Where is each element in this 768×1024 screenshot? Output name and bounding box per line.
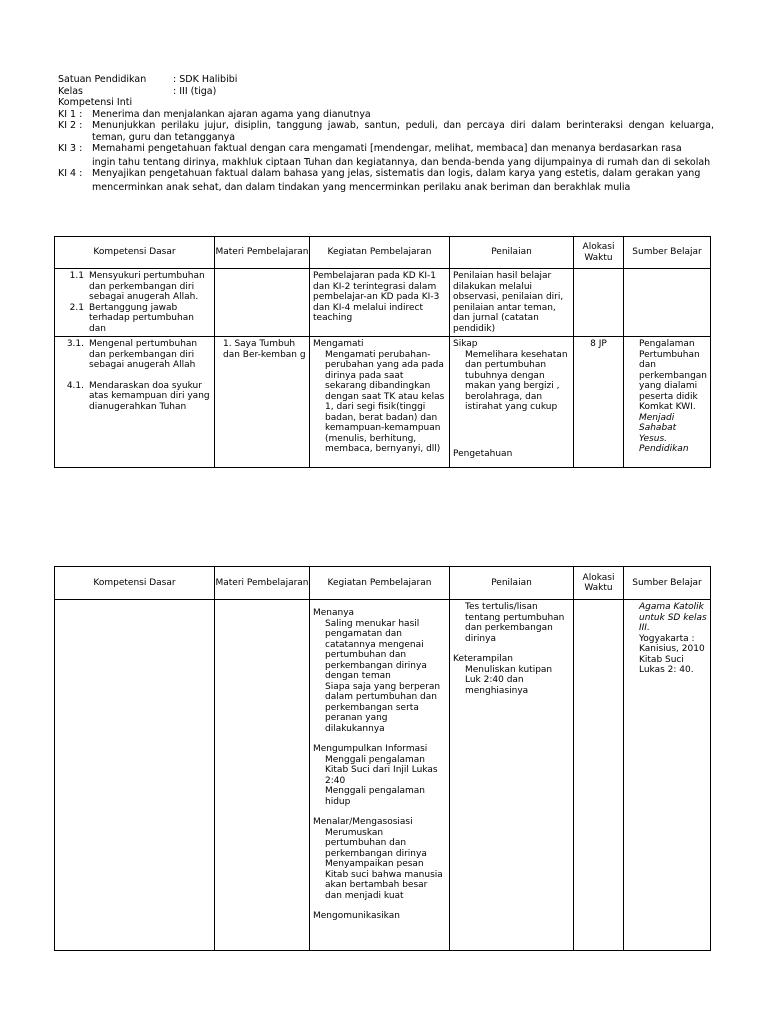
ki4-text-2: mencerminkan anak sehat, dan dalam tindakan yang mencerminkan perilaku anak beriman dan berakhlak mulia [92, 181, 631, 193]
kd-text: Bertanggung jawab terhadap pertumbuhan dan [89, 302, 194, 333]
kegiatan-cell [310, 269, 450, 337]
materi-cell [215, 600, 310, 951]
kegiatan-item [313, 786, 446, 807]
kegiatan-heading: Mengamati [313, 339, 364, 349]
kd-number: 3.1. [66, 339, 84, 349]
kegiatan-item [313, 859, 446, 901]
kd-3-1 [58, 339, 211, 371]
kd-text: Mengenal pertumbuhan dan perkembangan diri sebagai anugerah Allah [89, 339, 198, 370]
penilaian-cell [450, 337, 574, 468]
materi-cell [215, 337, 310, 468]
table-header-row [55, 237, 711, 269]
ki4-row [58, 168, 714, 180]
alokasi-cell [574, 600, 624, 951]
ki3-row [58, 143, 714, 155]
kegiatan-heading: Menanya [313, 608, 355, 618]
alokasi-text: 8 JP [590, 339, 607, 349]
penilaian-heading: Keterampilan [453, 654, 513, 664]
kd-2-1 [58, 303, 211, 334]
ki3-text-2: ingin tahu tentang dirinya, makhluk ciptaan Tuhan dan kegiatannya, dan benda-benda yang dijumpainya di rumah dan di sekolah [92, 156, 711, 168]
penilaian-item [453, 665, 570, 697]
penilaian-cell [450, 600, 574, 951]
bullet-icon [313, 682, 325, 735]
kegiatan-cell [310, 337, 450, 468]
ki1-row [58, 109, 714, 121]
ki2-label: KI 2 : [58, 120, 83, 131]
kd-1-1 [58, 271, 211, 303]
sumber-item [627, 655, 707, 676]
penilaian-item-text: Menuliskan kutipan Luk 2:40 dan menghiasinya [465, 664, 553, 696]
sumber-cell [624, 269, 711, 337]
table-row [55, 600, 711, 951]
col-penilaian: Penilaian [450, 567, 574, 600]
penilaian-heading: Sikap [453, 339, 478, 349]
alokasi-cell [574, 337, 624, 468]
bullet-icon [313, 859, 325, 901]
bullet-icon [453, 602, 465, 644]
kegiatan-cell [310, 600, 450, 951]
kegiatan-item [313, 682, 446, 735]
kd-cell [55, 600, 215, 951]
kd-text: Mendaraskan doa syukur atas kemampuan diri yang dianugerahkan Tuhan [89, 380, 210, 412]
table-row [55, 337, 711, 468]
sumber-publisher: Yogyakarta : Kanisius, 2010 [639, 633, 705, 654]
ki4-label: KI 4 : [58, 168, 83, 179]
sumber-item-text: Pengalaman Pertumbuhan dan perkembangan yang dialami peserta didik [639, 339, 708, 402]
kegiatan-item-text: Saling menukar hasil pengamatan dan catatannya mengenai pertumbuhan dan perkembangan dirinya dengan teman [325, 618, 427, 681]
penilaian-item [453, 602, 570, 644]
col-materi: Materi Pembelajaran [215, 567, 310, 600]
table-row [55, 269, 711, 337]
sumber-cell [624, 337, 711, 468]
ki1-text: Menerima dan menjalankan ajaran agama yang dianutnya [92, 108, 371, 120]
ki4-text-1: Menyajikan pengetahuan faktual dalam bahasa yang jelas, sistematis dan logis, dalam karya yang estetis, dalam gerakan yang [92, 168, 701, 179]
kegiatan-item [313, 350, 446, 455]
col-alokasi: Alokasi Waktu [574, 567, 624, 600]
rpp-table-1 [54, 236, 711, 468]
kd-cell [55, 269, 215, 337]
col-sumber: Sumber Belajar [624, 237, 711, 269]
kegiatan-item-text: Mengamati perubahan-perubahan yang ada pada dirinya pada saat sekarang dibandingkan dengan saat TK atau kelas 1, dari segi fisik(tinggi badan, berat badan) dan kemampuan-kemampuan (menulis, berhitung, membaca, bernyanyi, dll) [325, 349, 445, 454]
kegiatan-item-text: Siapa saja yang berperan dalam pertumbuhan dan perkembangan serta peranan yang dilakukannya [325, 681, 441, 734]
ki3-label: KI 3 : [58, 143, 83, 154]
kd-number: 1.1 [69, 271, 84, 281]
kegiatan-heading: Mengumpulkan Informasi [313, 744, 428, 754]
kelas-row [58, 86, 714, 98]
alokasi-cell [574, 269, 624, 337]
kelas-label: Kelas [58, 85, 84, 97]
materi-cell [215, 269, 310, 337]
penilaian-item [453, 350, 570, 413]
bullet-icon [313, 350, 325, 455]
col-kegiatan: Kegiatan Pembelajaran [310, 567, 450, 600]
col-kegiatan: Kegiatan Pembelajaran [310, 237, 450, 269]
bullet-icon [453, 350, 465, 413]
penilaian-item-text: Memelihara kesehatan dan pertumbuhan tubuhnya dengan makan yang bergizi , berolahraga, dan istirahat yang cukup [465, 349, 568, 412]
ki2-text: Menunjukkan perilaku jujur, disiplin, tanggung jawab, santun, peduli, dan percaya diri dalam berinteraksi dengan keluarga, teman, guru dan tetangganya [92, 120, 714, 143]
kegiatan-item [313, 828, 446, 860]
ki-title: Kompetensi Inti [58, 97, 133, 108]
satuan-label: Satuan Pendidikan [58, 74, 147, 85]
col-materi: Materi Pembelajaran [215, 237, 310, 269]
bullet-icon [627, 655, 639, 676]
document-header [58, 74, 714, 193]
bullet-icon [313, 828, 325, 860]
kegiatan-heading: Mengomunikasikan [313, 911, 400, 921]
satuan-row [58, 74, 714, 86]
kegiatan-item-text: Menyampaikan pesan Kitab suci bahwa manusia akan bertambah besar dan menjadi kuat [325, 859, 443, 901]
penilaian-item-text: Tes tertulis/lisan tentang pertumbuhan dan perkembangan dirinya [465, 602, 565, 644]
penilaian-text: Penilaian hasil belajar dilakukan melalui observasi, penilaian diri, penilaian antar teman, dan jurnal (catatan pendidik) [453, 271, 564, 334]
bullet-icon [453, 665, 465, 697]
kegiatan-item-text: Menggali pengalaman Kitab Suci dari Injil Lukas 2:40 [325, 754, 438, 786]
penilaian-heading: Pengetahuan [453, 449, 513, 459]
sumber-item-title: Menjadi Sahabat Yesus. [639, 412, 677, 444]
sumber-title: Agama Katolik untuk SD kelas III. [639, 602, 707, 633]
kd-4-1 [58, 381, 211, 413]
ki3-text-1: Memahami pengetahuan faktual dengan cara mengamati [mendengar, melihat, membaca] dan menanya berdasarkan rasa [92, 143, 682, 154]
bullet-icon [313, 786, 325, 807]
col-sumber: Sumber Belajar [624, 567, 711, 600]
kegiatan-item-text: Merumuskan pertumbuhan dan perkembangan dirinya [325, 827, 427, 859]
kegiatan-item-text: Menggali pengalaman hidup [325, 786, 425, 807]
kd-number: 4.1. [66, 380, 84, 391]
sumber-item [627, 339, 707, 402]
sumber-cell [624, 600, 711, 951]
kd-text: Mensyukuri pertumbuhan dan perkembangan diri sebagai anugerah Allah. [89, 271, 205, 302]
col-kompetensi-dasar: Kompetensi Dasar [55, 237, 215, 269]
col-alokasi: Alokasi Waktu [574, 237, 624, 269]
ki2-row [58, 120, 714, 143]
col-penilaian: Penilaian [450, 237, 574, 269]
kegiatan-text: Pembelajaran pada KD KI-1 dan KI-2 terintegrasi dalam pembelajar-an KD pada KI-3 dan KI-4 melalui indirect teaching [313, 271, 440, 323]
sumber-item-text: Kitab Suci Lukas 2: 40. [639, 654, 694, 675]
penilaian-cell [450, 269, 574, 337]
kd-cell [55, 337, 215, 468]
bullet-icon [313, 755, 325, 787]
satuan-value: : SDK Halibibi [173, 74, 238, 85]
kelas-value: : III (tiga) [173, 85, 217, 97]
sumber-item-title: Pendidikan [639, 444, 689, 454]
kegiatan-item [313, 755, 446, 787]
bullet-icon [313, 619, 325, 682]
ki1-label: KI 1 : [58, 108, 83, 120]
materi-text: 1. Saya Tumbuh dan Ber-kemban g [223, 339, 306, 360]
sumber-item-text: Komkat KWI. [639, 402, 696, 412]
kegiatan-item [313, 619, 446, 682]
sumber-item [627, 402, 707, 455]
bullet-icon [627, 402, 639, 455]
rpp-table-2 [54, 566, 711, 951]
col-kompetensi-dasar: Kompetensi Dasar [55, 567, 215, 600]
kegiatan-heading: Menalar/Mengasosiasi [313, 817, 413, 827]
bullet-icon [627, 339, 639, 402]
table-header-row [55, 567, 711, 600]
kd-number: 2.1 [69, 302, 84, 313]
